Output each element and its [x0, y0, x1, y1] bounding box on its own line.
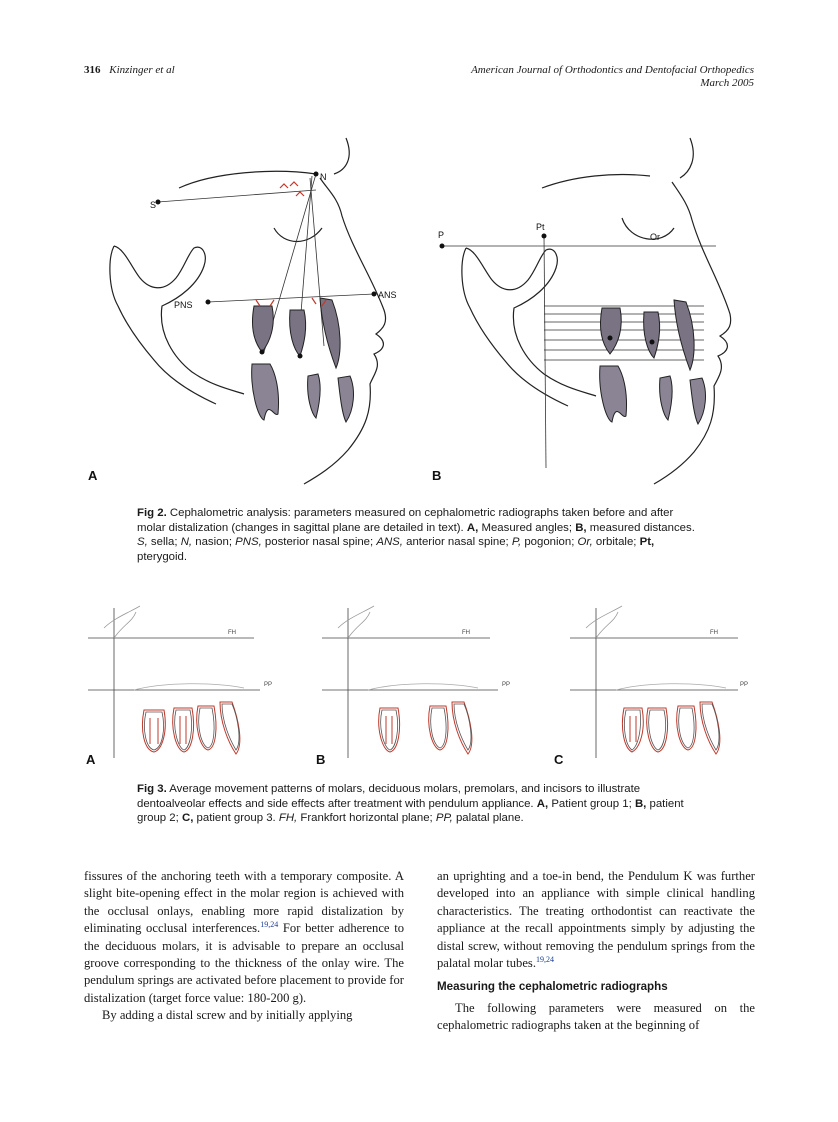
caption-abbrev: Or, — [577, 536, 593, 549]
body-paragraph: By adding a distal screw and by initially applying — [102, 1008, 353, 1023]
label-pns: PNS — [174, 300, 193, 310]
caption-abbrev: FH, — [278, 812, 298, 825]
caption-text: patient group 2; — [137, 797, 684, 825]
body-column-right — [437, 868, 755, 1035]
caption-text: palatal plane. — [452, 812, 524, 825]
running-header-right — [471, 64, 754, 90]
fh-label-c: FH — [710, 630, 718, 636]
author-line: Kinzinger et al — [109, 64, 175, 76]
caption-text: Patient group 1; — [548, 797, 635, 810]
caption-text: pterygoid. — [137, 550, 188, 563]
figure-2-caption-title: Fig 2. — [137, 507, 167, 519]
caption-abbrev: S, — [137, 536, 148, 549]
figure-3 — [84, 598, 756, 768]
caption-text: pogonion; — [521, 536, 578, 549]
figure-2 — [84, 128, 756, 488]
caption-text: Measured angles; — [478, 521, 576, 534]
caption-abbrev: N, — [180, 536, 193, 549]
caption-abbrev: PP, — [435, 812, 453, 825]
body-paragraph: The following parameters were measured on the cephalometric radiographs taken at the beginning of — [437, 1000, 755, 1033]
label-ans: ANS — [378, 290, 397, 300]
figure-3-panel-b-label: B — [316, 752, 326, 767]
pp-label-a: PP — [264, 682, 273, 688]
caption-key: A, — [536, 797, 549, 810]
caption-text: measured distances. — [586, 521, 695, 534]
caption-text: nasion; — [192, 536, 236, 549]
body-text: an uprighting and a toe-in bend, the Pendulum K was further developed into an appliance with simple clinical handling characteristics. The treating orthodontist can reactivate the appliance at the recall appointments simply by adjusting the distal screw, without removing the pendulum springs from the palatal molar tubes. — [437, 869, 755, 971]
caption-text: Frankfort horizontal plane; — [297, 812, 436, 825]
fh-label-b: FH — [462, 630, 470, 636]
caption-text: patient group 3. — [193, 812, 279, 825]
caption-text: Average movement patterns of molars, deciduous molars, premolars, and incisors to illustrate dentoalveolar effects and side effects after treatment with pendulum appliance. — [137, 783, 641, 810]
body-column-left — [84, 868, 404, 1025]
figure-2-panel-a-label: A — [88, 468, 98, 483]
caption-key: B, — [634, 797, 647, 810]
label-p: P — [438, 230, 445, 240]
pp-label-c: PP — [740, 682, 749, 688]
caption-text: posterior nasal spine; — [261, 536, 377, 549]
label-n: N — [320, 172, 327, 182]
page-number: 316 — [84, 64, 101, 76]
caption-key: C, — [181, 812, 194, 825]
caption-key: A, — [466, 521, 479, 534]
caption-text: orbitale; — [592, 536, 640, 549]
fh-label-a: FH — [228, 630, 236, 636]
figure-3-caption — [137, 782, 703, 826]
figure-3-panel-c-label: C — [554, 752, 564, 767]
figure-3-panel-a-label: A — [86, 752, 96, 767]
running-header-left — [84, 64, 175, 76]
body-paragraph — [84, 868, 404, 1007]
label-pt: Pt — [536, 222, 545, 232]
pp-label-b: PP — [502, 682, 511, 688]
figure-3-caption-title: Fig 3. — [137, 783, 167, 795]
citation-link[interactable]: 19,24 — [535, 954, 554, 964]
caption-key: B, — [575, 521, 587, 534]
caption-abbrev: ANS, — [376, 536, 403, 549]
section-subheading: Measuring the cephalometric radiographs — [437, 980, 668, 994]
caption-text: Cephalometric analysis: parameters measured on cephalometric radiographs taken before and after molar distalization (changes in sagittal plane are detailed in text). — [137, 507, 674, 534]
citation-link[interactable]: 19,24 — [260, 920, 279, 930]
label-s: S — [150, 200, 157, 210]
label-or: Or — [650, 232, 660, 242]
caption-key: Pt, — [639, 536, 655, 549]
issue-date: March 2005 — [700, 77, 754, 89]
figure-3-panel-c — [554, 606, 748, 767]
body-paragraph — [437, 868, 755, 972]
figure-3-panel-b — [316, 606, 510, 767]
caption-text: anterior nasal spine; — [402, 536, 512, 549]
body-text: fissures of the anchoring teeth with a temporary composite. A slight bite-opening effect in the molar region is achieved with the occlusal onlays, enabling more rapid distalization by eliminating occlusal interferences. — [84, 869, 404, 936]
caption-abbrev: P, — [511, 536, 522, 549]
figure-2-caption — [137, 506, 703, 564]
figure-2-panel-b-label: B — [432, 468, 442, 483]
figure-3-panel-a — [86, 606, 272, 767]
caption-abbrev: PNS, — [235, 536, 262, 549]
journal-title: American Journal of Orthodontics and Dentofacial Orthopedics — [471, 64, 754, 76]
caption-text: sella; — [147, 536, 181, 549]
body-text: For better adherence to the deciduous molars, it is advisable to prepare an occlusal groove corresponding to the thickness of the onlay wire. The pendulum springs are activated before placement to provide for distalization (target force value: 180-200 g). — [84, 921, 404, 1005]
